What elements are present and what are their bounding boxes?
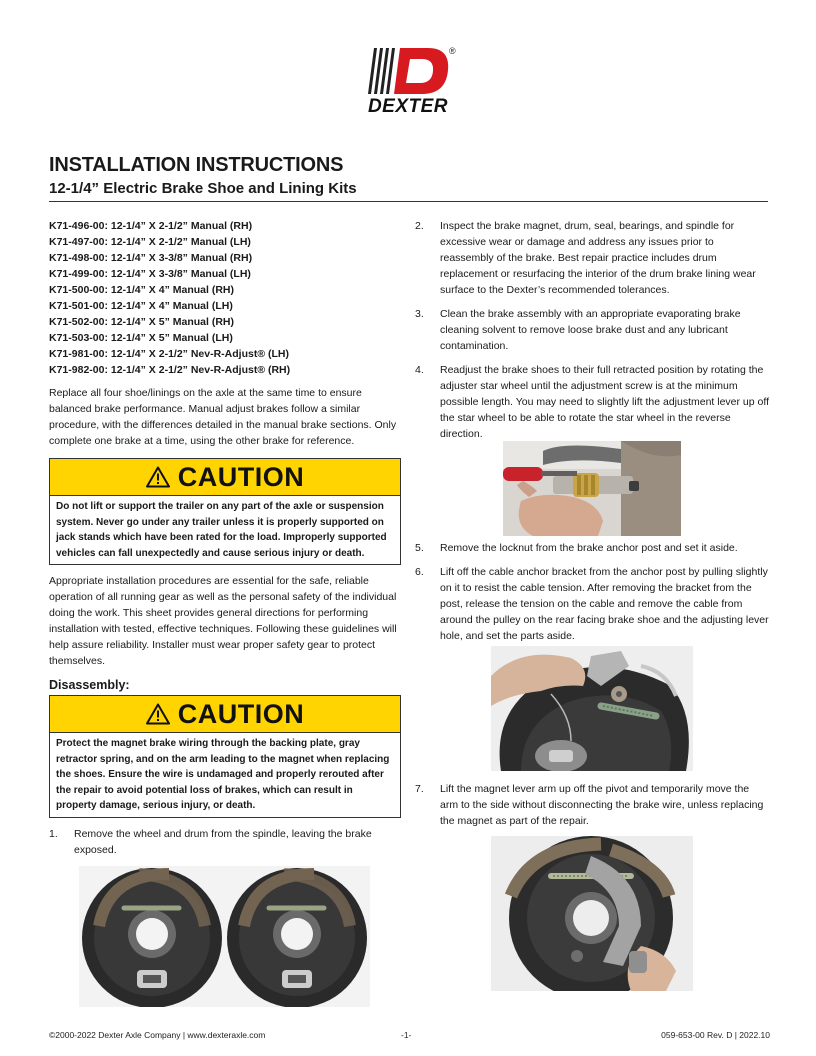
registered-mark: ® (449, 46, 456, 56)
caution-text: Do not lift or support the trailer on any part of the axle or suspension system. Never go under any trailer unless it is properly supported on jack stands which have been rated for the load. Improperly supported vehicles can fall unexpectedly and cause serious injury or death. (56, 501, 387, 559)
kit-item: K71-496-00: 12-1/4” X 2-1/2” Manual (RH) (49, 220, 253, 232)
kit-item: K71-982-00: 12-1/4” X 2-1/2” Nev-R-Adjust® (RH) (49, 364, 291, 376)
footer-page-number: -1- (401, 1030, 412, 1040)
step-7 (415, 781, 770, 829)
dexter-d-logo-icon (366, 46, 452, 96)
page-subtitle: 12-1/4” Electric Brake Shoe and Lining Kits (49, 180, 357, 197)
adjuster-photo-image (503, 441, 681, 536)
footer-copyright: ©2000-2022 Dexter Axle Company | www.dexteraxle.com (49, 1030, 266, 1040)
brake-assemblies-photo-image (79, 866, 370, 1007)
step-text: Lift the magnet lever arm up off the pivot and temporarily move the arm to the side without disconnecting the brake wire, unless replacing the magnet as part of the repair. (440, 783, 764, 827)
step-number: 5. (415, 542, 424, 554)
magnet-lever-photo-image (491, 836, 693, 991)
safety-paragraph: Appropriate installation procedures are essential for the safe, reliable operation of all running gear as well as the personal safety of the individual doing the work. This sheet provides general directions for performing installation with tested, effective techniques. Following these guidelines will help assure reliability. Installer must wear proper safety gear to protect themselves. (49, 575, 397, 667)
caution-box-wiring (49, 695, 401, 818)
brake-assembly-left (82, 868, 222, 1007)
kit-item: K71-503-00: 12-1/4” X 5” Manual (LH) (49, 332, 233, 344)
kit-list (49, 218, 401, 378)
photo-brake-assemblies (79, 866, 370, 1007)
kit-item: K71-499-00: 12-1/4” X 3-3/8” Manual (LH) (49, 268, 251, 280)
dexter-logo (360, 46, 460, 122)
step-number: 1. (49, 827, 58, 840)
warning-triangle-icon (146, 703, 170, 725)
caution-box-lifting (49, 458, 401, 565)
step-5 (415, 540, 770, 556)
caution-header (50, 459, 400, 496)
kit-item: K71-498-00: 12-1/4” X 3-3/8” Manual (RH) (49, 252, 253, 264)
right-column-bottom (415, 781, 770, 837)
warning-triangle-icon (146, 466, 170, 488)
step-2 (415, 218, 770, 298)
step-3 (415, 306, 770, 354)
step-text: Remove the wheel and drum from the spindle, leaving the brake exposed. (74, 827, 372, 856)
left-column (49, 218, 401, 866)
intro-paragraph: Replace all four shoe/linings on the axle at the same time to ensure balanced brake performance. Manual adjust brakes follow a similar procedure, with the differences detailed in the manual brake sections. Only complete one brake at a time, using the other brake for reference. (49, 387, 397, 447)
step-text: Lift off the cable anchor bracket from the anchor post by pulling slightly on it to resist the cable tension. After removing the bracket from the post, release the tension on the cable and remove the cable from around the pulley on the rear facing brake shoe and the adjusting lever hole, and set the parts aside. (440, 566, 769, 642)
step-4 (415, 362, 770, 442)
step-text: Inspect the brake magnet, drum, seal, bearings, and spindle for excessive wear or damage and address any issues prior to reassembly of the brake. Best repair practice includes drum replacement or resurfacing the interior of the drum brake lining wear surface to the Dexter’s recommended tolerances. (440, 220, 756, 296)
caution-label: CAUTION (177, 698, 305, 729)
disassembly-heading: Disassembly: (49, 678, 130, 692)
caution-header (50, 696, 400, 733)
step-number: 2. (415, 220, 424, 232)
step-number: 3. (415, 308, 424, 320)
step-number: 4. (415, 364, 424, 376)
right-column (415, 218, 770, 450)
kit-item: K71-502-00: 12-1/4” X 5” Manual (RH) (49, 316, 234, 328)
photo-magnet-lever-arm (491, 836, 693, 991)
step-6 (415, 564, 770, 644)
page-title: INSTALLATION INSTRUCTIONS (49, 154, 344, 176)
anchor-bracket-photo-image (491, 646, 693, 771)
caution-label: CAUTION (177, 461, 305, 492)
brake-assembly-right (227, 868, 367, 1007)
footer-document-number: 059-653-00 Rev. D | 2022.10 (661, 1030, 770, 1040)
step-number: 7. (415, 783, 424, 795)
header-divider (49, 201, 768, 202)
step-text: Remove the locknut from the brake anchor post and set it aside. (440, 542, 738, 554)
logo-wordmark: DEXTER (367, 96, 449, 117)
photo-cable-anchor-bracket (491, 646, 693, 771)
right-column-middle (415, 540, 770, 652)
kit-item: K71-501-00: 12-1/4” X 4” Manual (LH) (49, 300, 233, 312)
caution-text: Protect the magnet brake wiring through the backing plate, gray retractor spring, and on the arm leading to the magnet when replacing the shoes. Ensure the wire is undamaged and properly rerouted after the repair to avoid potential loss of brakes, which can result in property damage, serious injury, or death. (56, 738, 390, 811)
photo-adjuster-star-wheel (503, 441, 681, 536)
step-text: Clean the brake assembly with an appropriate evaporating brake cleaning solvent to remove loose brake dust and any lubricant contamination. (440, 308, 741, 352)
kit-item: K71-500-00: 12-1/4” X 4” Manual (RH) (49, 284, 234, 296)
step-text: Readjust the brake shoes to their full retracted position by rotating the adjuster star wheel until the adjustment screw is at the minimum possible length. You may need to slightly lift the adjustment lever up off the star wheel to be able to rotate the star wheel in the reverse direction. (440, 364, 770, 440)
kit-item: K71-981-00: 12-1/4” X 2-1/2” Nev-R-Adjust® (LH) (49, 348, 289, 360)
step-1 (49, 826, 401, 858)
kit-item: K71-497-00: 12-1/4” X 2-1/2” Manual (LH) (49, 236, 251, 248)
step-number: 6. (415, 566, 424, 578)
